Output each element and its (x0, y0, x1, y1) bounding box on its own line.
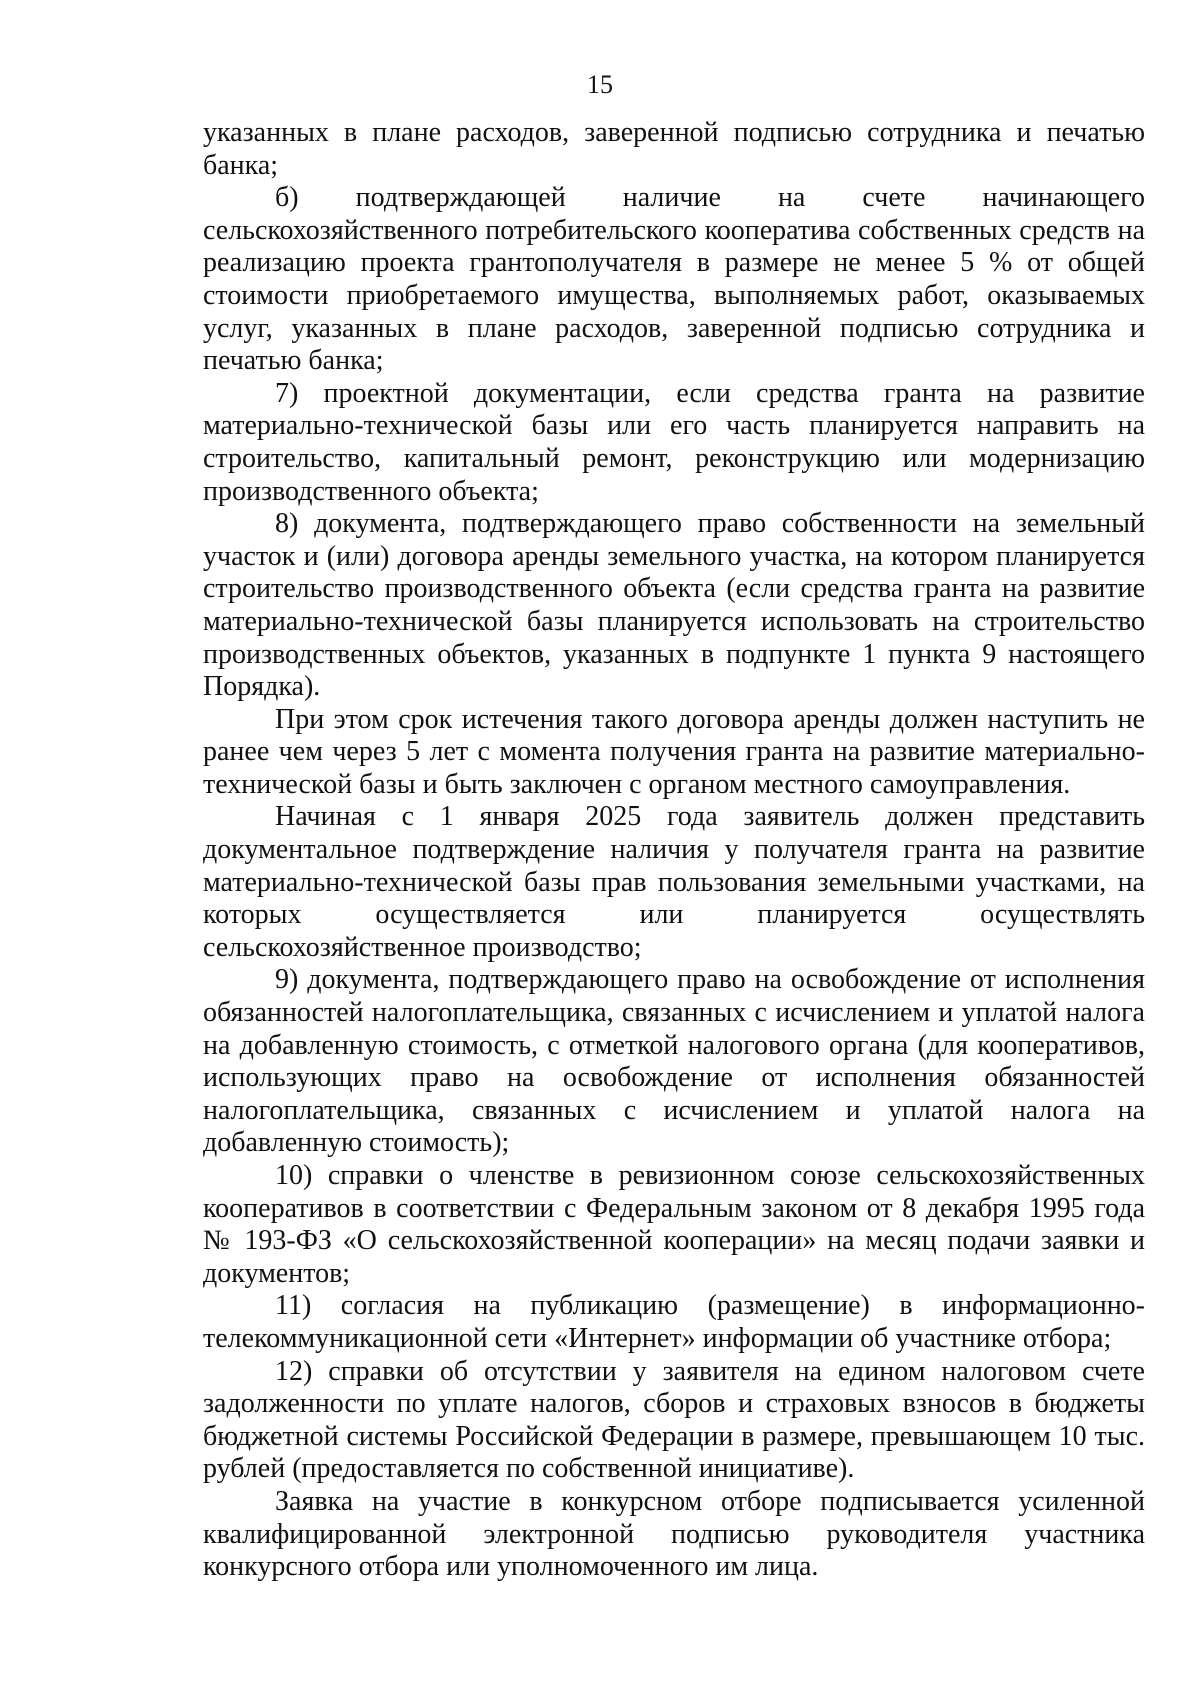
paragraph-signature: Заявка на участие в конкурсном отборе подписывается усиленной квалифицированной электронной подписью руководителя участника конкурсного отбора или уполномоченного им лица. (203, 1485, 1145, 1583)
paragraph-land-rights: Начиная с 1 января 2025 года заявитель должен представить документальное подтверждение наличия у получателя гранта на развитие материально-технической базы прав пользования земельными участками, на которых осуществляется или планируется осуществлять сельскохозяйственное производство; (203, 801, 1145, 963)
paragraph-item-12: 12) справки об отсутствии у заявителя на едином налоговом счете задолженности по уплате налогов, сборов и страховых взносов в бюджеты бюджетной системы Российской Федерации в размере, превышающем 10 тыс. рублей (предоставляется по собственной инициативе). (203, 1355, 1145, 1485)
paragraph-continuation: указанных в плане расходов, заверенной подписью сотрудника и печатью банка; (203, 117, 1145, 181)
paragraph-item-9: 9) документа, подтверждающего право на освобождение от исполнения обязанностей налогоплательщика, связанных с исчислением и уплатой налога на добавленную стоимость, с отметкой налогового органа (для кооперативов, использующих право на освобождение от исполнения обязанностей налогоплательщика, связанных с исчислением и уплатой налога на добавленную стоимость); (203, 964, 1145, 1159)
paragraph-lease-term: При этом срок истечения такого договора аренды должен наступить не ранее чем через 5 лет с момента получения гранта на развитие материально-технической базы и быть заключен с органом местного самоуправления. (203, 703, 1145, 800)
paragraph-item-b: б) подтверждающей наличие на счете начинающего сельскохозяйственного потребительского кооператива собственных средств на реализацию проекта грантополучателя в размере не менее 5 % от общей стоимости приобретаемого имущества, выполняемых работ, оказываемых услуг, указанных в плане расходов, заверенной подписью сотрудника и печатью банка; (203, 182, 1145, 377)
paragraph-item-11: 11) согласия на публикацию (размещение) в информационно-телекоммуникационной сети «Интернет» информации об участнике отбора; (203, 1290, 1145, 1354)
paragraph-item-7: 7) проектной документации, если средства гранта на развитие материально-технической базы или его часть планируется направить на строительство, капитальный ремонт, реконструкцию или модернизацию производственного объекта; (203, 377, 1145, 507)
paragraph-item-8: 8) документа, подтверждающего право собственности на земельный участок и (или) договора аренды земельного участка, на котором планируется строительство производственного объекта (если средства гранта на развитие материально-технической базы планируется использовать на строительство производственных объектов, указанных в подпункте 1 пункта 9 настоящего Порядка). (203, 508, 1145, 703)
paragraph-item-10: 10) справки о членстве в ревизионном союзе сельскохозяйственных кооперативов в соответствии с Федеральным законом от 8 декабря 1995 года № 193-ФЗ «О сельскохозяйственной кооперации» на месяц подачи заявки и документов; (203, 1160, 1145, 1289)
document-body (203, 117, 1145, 1584)
page-number: 15 (587, 70, 613, 99)
